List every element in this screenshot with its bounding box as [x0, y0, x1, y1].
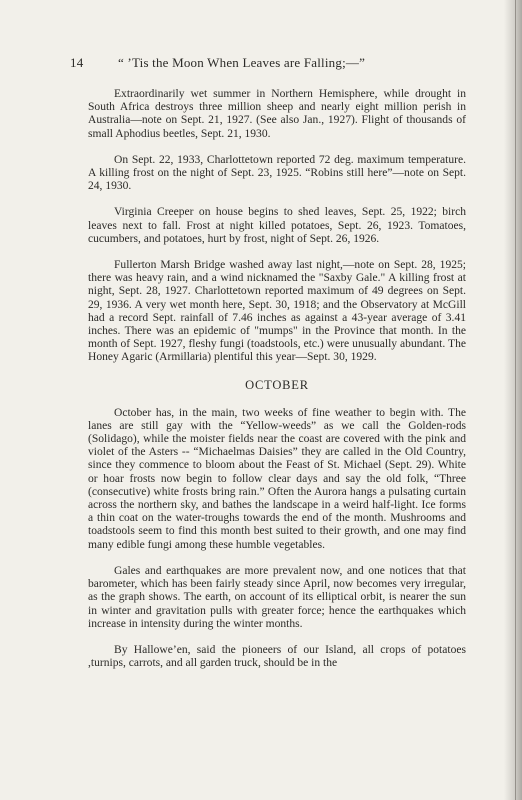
section-heading-october: OCTOBER: [245, 377, 309, 392]
page-header: [70, 55, 470, 73]
paragraph-fullerton-marsh: Fullerton Marsh Bridge washed away last night,—note on Sept. 28, 1925; there was heavy rain, and a wind nicknamed the "Saxby Gale." A killing frost at night, Sept. 28, 1927. Charlottetown reported maximum of 49 degrees on Sept. 29, 1936. A very wet month here, Sept. 30, 1918; and the Observatory at McGill had a record Sept. rainfall of 7.46 inches as against a 43-year average of 3.41 inches. There was an epidemic of "mumps" in the Province that month. In the month of Sept. 1927, fleshy fungi (toadstools, etc.) were unusually abundant. The Honey Agaric (Armillaria) plentiful this year—Sept. 30, 1929.: [88, 259, 466, 364]
paragraph-gales-earthquakes: Gales and earthquakes are more prevalent now, and one notices that that barometer, which has been fairly steady since April, now becomes very irregular, as the graph shows. The earth, on account of its elliptical orbit, is nearer the sun in winter and gravitation pulls with greater force; hence the earthquakes which increase in intensity during the winter months.: [88, 564, 466, 630]
page-edge-line: [515, 0, 516, 800]
paragraph-virginia-creeper: Virginia Creeper on house begins to shed leaves, Sept. 25, 1922; birch leaves next to fall. Frost at night killed potatoes, Sept. 26, 1923. Tomatoes, cucumbers, and potatoes, hurt by frost, night of Sept. 26, 1926.: [88, 206, 466, 245]
paragraph-charlottetown-temperature: On Sept. 22, 1933, Charlottetown reported 72 deg. maximum temperature. A killing frost on the night of Sept. 23, 1925. “Robins still here”—note on Sept. 24, 1930.: [88, 153, 466, 193]
paragraph-wet-summer: Extraordinarily wet summer in Northern Hemisphere, while drought in South Africa destroys three million sheep and nearly eight million perish in Australia—note on Sept. 21, 1927. (See also Jan., 1927). Flight of thousands of small Aphodius beetles, Sept. 21, 1930.: [88, 88, 466, 140]
paragraph-halloween-crops: By Hallowe’en, said the pioneers of our Island, all crops of potatoes ,turnips, carrots, and all garden truck, should be in the: [88, 643, 466, 670]
page-body: [88, 88, 466, 683]
page-number: 14: [70, 55, 84, 70]
page-edge-shadow: [504, 0, 522, 800]
paragraph-october-weather: October has, in the main, two weeks of fine weather to begin with. The lanes are still gay with the “Yellow-weeds” as we call the Golden-rods (Solidago), while the moister fields near the coast are covered with the pink and violet of the Asters -- “Michaelmas Daisies” they are called in the Old Country, since they commence to bloom about the Feast of St. Michael (Sept. 29). White or hoar frosts now begin to follow clear days and say the old folk, “Three (consecutive) white frosts bring rain.” Often the Aurora hangs a pulsating curtain across the northern sky, and bathes the landscape in a weird half-light. Ice forms a thin coat on the water-troughs towards the end of the month. Mushrooms and toadstools seem to find this month best suited to their growth, and one may find many edible fungi among these humble vegetables.: [88, 406, 466, 551]
running-title: “ ’Tis the Moon When Leaves are Falling;—”: [118, 55, 366, 70]
